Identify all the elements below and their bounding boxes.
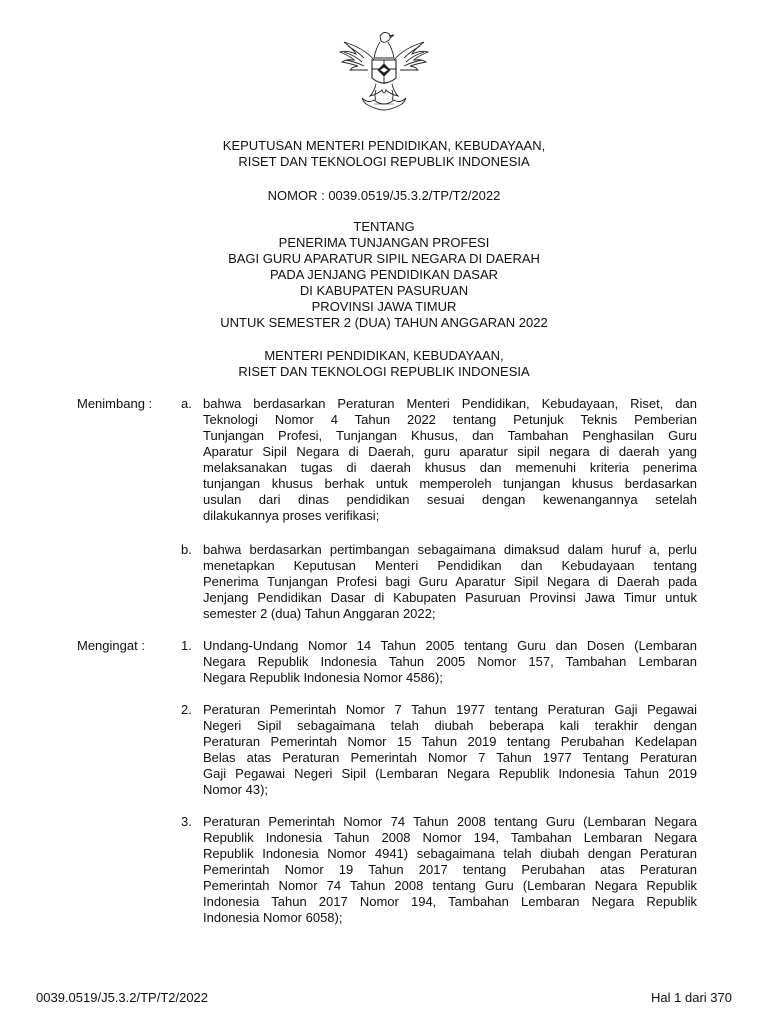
text-line: Pemerintah Nomor 19 Tahun 2017 tentang Perubahan atas Peraturan bbox=[203, 862, 697, 877]
text-line: melaksanakan tugas di daerah khusus dan memenuhi kriteria penerima bbox=[203, 460, 697, 475]
menimbang-label: Menimbang : bbox=[77, 396, 153, 411]
text-line: Undang-Undang Nomor 14 Tahun 2005 tentang Guru dan Dosen (Lembaran bbox=[203, 638, 697, 653]
nomor-line: NOMOR : 0039.0519/J5.3.2/TP/T2/2022 bbox=[267, 188, 501, 203]
tentang-line: BAGI GURU APARATUR SIPIL NEGARA DI DAERAH bbox=[228, 251, 540, 266]
tentang-line: PADA JENJANG PENDIDIKAN DASAR bbox=[269, 267, 499, 282]
text-line: Jenjang Pendidikan Dasar di Kabupaten Pasuruan Provinsi Jawa Timur untuk bbox=[203, 590, 697, 605]
tentang-line: PROVINSI JAWA TIMUR bbox=[311, 299, 457, 314]
text-line: Negeri Sipil sebagaimana telah diubah beberapa kali terakhir dengan bbox=[203, 718, 697, 733]
menteri-block bbox=[0, 348, 768, 380]
text-line: Negara Republik Indonesia Nomor 4586); bbox=[203, 670, 443, 685]
tentang-line: TENTANG bbox=[353, 219, 415, 234]
mengingat-label: Mengingat : bbox=[77, 638, 145, 653]
text-line: Negara Republik Indonesia Tahun 2005 Nomor 157, Tambahan Lembaran bbox=[203, 654, 697, 669]
mengingat-item-1 bbox=[203, 638, 697, 686]
item-marker: 1. bbox=[181, 638, 192, 653]
text-line: Penerima Tunjangan Profesi bagi Guru Aparatur Sipil Negara di Daerah pada bbox=[203, 574, 697, 589]
item-marker: b. bbox=[181, 542, 192, 557]
text-line: Peraturan Pemerintah Nomor 74 Tahun 2008 tentang Guru (Lembaran Negara bbox=[203, 814, 697, 829]
menteri-line: MENTERI PENDIDIKAN, KEBUDAYAAN, bbox=[264, 348, 504, 363]
text-line: bahwa berdasarkan pertimbangan sebagaimana dimaksud dalam huruf a, perlu bbox=[203, 542, 697, 557]
garuda-emblem-icon bbox=[334, 30, 434, 112]
text-line: Belas atas Peraturan Pemerintah Nomor 7 Tahun 1977 Tentang Peraturan bbox=[203, 750, 697, 765]
text-line: menetapkan Keputusan Menteri Pendidikan dan Kebudayaan tentang bbox=[203, 558, 697, 573]
tentang-line: PENERIMA TUNJANGAN PROFESI bbox=[278, 235, 490, 250]
text-line: usulan dari dinas pendidikan sesuai dengan kewenangannya setelah bbox=[203, 492, 697, 507]
document-title bbox=[0, 138, 768, 170]
text-line: Pemerintah Nomor 74 Tahun 2008 tentang Guru (Lembaran Negara Republik bbox=[203, 878, 697, 893]
text-line: Gaji Pegawai Negeri Sipil (Lembaran Negara Republik Indonesia Tahun 2019 bbox=[203, 766, 697, 781]
text-line: Nomor 43); bbox=[203, 782, 269, 797]
tentang-line: UNTUK SEMESTER 2 (DUA) TAHUN ANGGARAN 2022 bbox=[220, 315, 548, 330]
tentang-line: DI KABUPATEN PASURUAN bbox=[299, 283, 469, 298]
text-line: Peraturan Pemerintah Nomor 7 Tahun 1977 tentang Peraturan Gaji Pegawai bbox=[203, 702, 697, 717]
item-marker: a. bbox=[181, 396, 192, 411]
text-line: Aparatur Sipil Negara di Daerah, guru aparatur sipil negara di daerah yang bbox=[203, 444, 697, 459]
item-marker: 3. bbox=[181, 814, 192, 829]
text-line: Teknologi Nomor 4 Tahun 2022 tentang Petunjuk Teknis Pemberian bbox=[203, 412, 697, 427]
tentang-block bbox=[0, 219, 768, 331]
text-line: Indonesia Tahun 2017 Nomor 194, Tambahan Lembaran Negara Republik bbox=[203, 894, 697, 909]
text-line: Republik Indonesia Nomor 4941) sebagaimana telah diubah dengan Peraturan bbox=[203, 846, 697, 861]
text-line: Indonesia Nomor 6058); bbox=[203, 910, 343, 925]
title-line: RISET DAN TEKNOLOGI REPUBLIK INDONESIA bbox=[238, 154, 530, 169]
menimbang-item-a bbox=[203, 396, 697, 524]
footer-doc-number: 0039.0519/J5.3.2/TP/T2/2022 bbox=[36, 990, 209, 1005]
text-line: tunjangan khusus berhak untuk memperoleh tunjangan khusus berdasarkan bbox=[203, 476, 697, 491]
text-line: Tunjangan Profesi, Tunjangan Khusus, dan Tambahan Penghasilan Guru bbox=[203, 428, 697, 443]
text-line: semester 2 (dua) Tahun Anggaran 2022; bbox=[203, 606, 436, 621]
item-marker: 2. bbox=[181, 702, 192, 717]
text-line: dilakukannya proses verifikasi; bbox=[203, 508, 380, 523]
text-line: Republik Indonesia Tahun 2008 Nomor 194, Tambahan Lembaran Negara bbox=[203, 830, 697, 845]
page-indicator: Hal 1 dari 370 bbox=[651, 990, 732, 1005]
text-line: bahwa berdasarkan Peraturan Menteri Pendidikan, Kebudayaan, Riset, dan bbox=[203, 396, 697, 411]
text-line: Peraturan Pemerintah Nomor 15 Tahun 2019 tentang Perubahan Kedelapan bbox=[203, 734, 697, 749]
title-line: KEPUTUSAN MENTERI PENDIDIKAN, KEBUDAYAAN, bbox=[222, 138, 546, 153]
mengingat-item-3 bbox=[203, 814, 697, 926]
mengingat-item-2 bbox=[203, 702, 697, 798]
document-number bbox=[0, 188, 768, 204]
menimbang-item-b bbox=[203, 542, 697, 622]
menteri-line: RISET DAN TEKNOLOGI REPUBLIK INDONESIA bbox=[238, 364, 530, 379]
